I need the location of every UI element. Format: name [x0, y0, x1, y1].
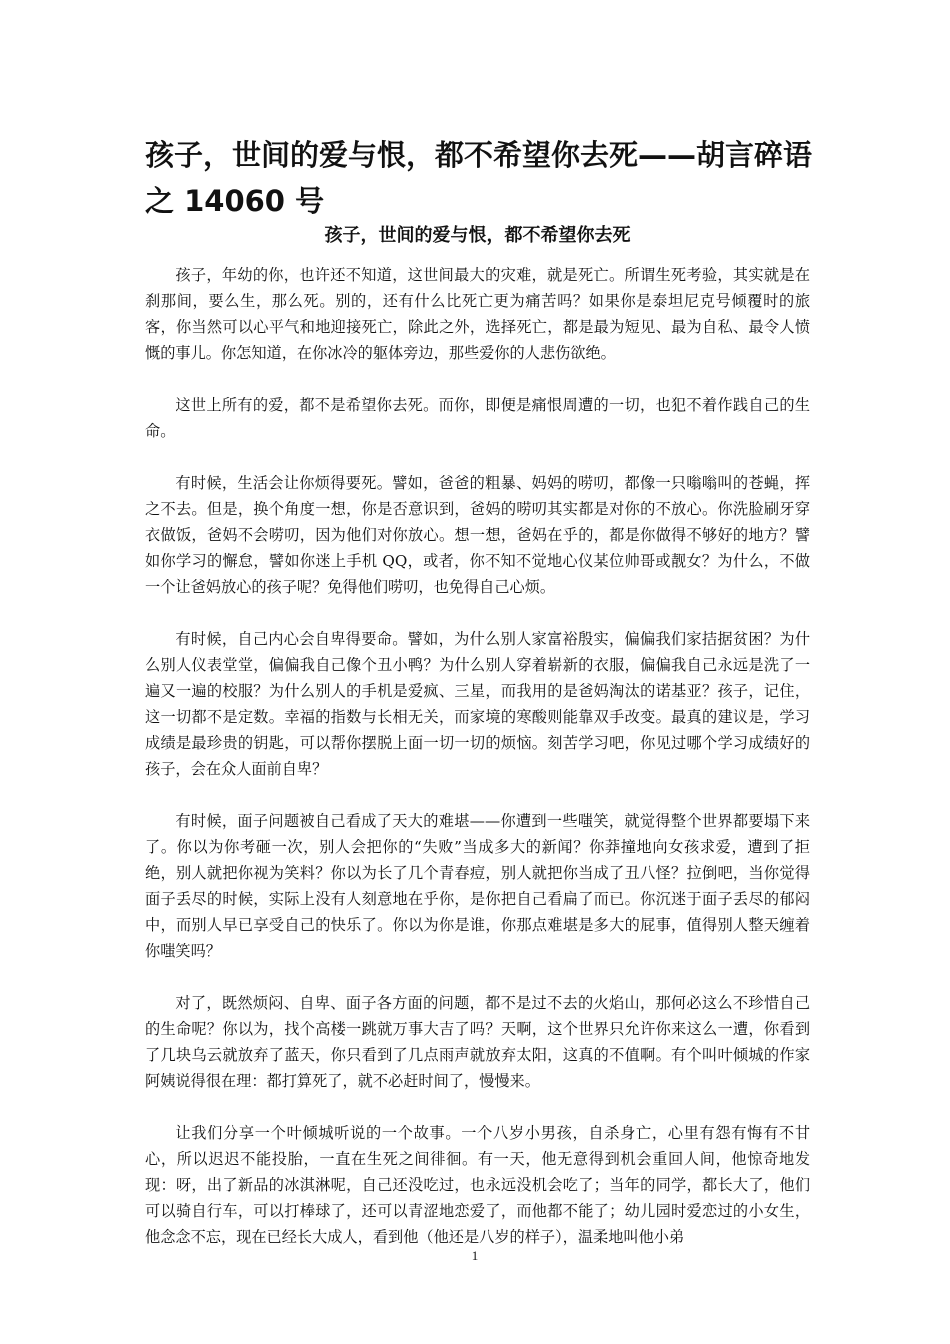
paragraph: 对了，既然烦闷、自卑、面子各方面的问题，都不是过不去的火焰山，那何必这么不珍惜自己的生命呢？你以为，找个高楼一跳就万事大吉了吗？天啊，这个世界只允许你来这么一遭，你看到了几块乌云就放弃了蓝天，你只看到了几点雨声就放弃太阳，这真的不值啊。有个叫叶倾城的作家阿姨说得很在理：都打算死了，就不必赶时间了，慢慢来。 [145, 994, 810, 1090]
paragraph: 让我们分享一个叶倾城听说的一个故事。一个八岁小男孩，自杀身亡，心里有怨有悔有不甘心，所以迟迟不能投胎，一直在生死之间徘徊。有一天，他无意得到机会重回人间，他惊奇地发现：呀，出了新品的冰淇淋呢，自己还没吃过，也永远没机会吃了；当年的同学，都长大了，他们可以骑自行车，可以打棒球了，还可以青涩地恋爱了，而他都不能了；幼儿园时爱恋过的小女生，他念念不忘，现在已经长大成人，看到他（他还是八岁的样子），温柔地叫他小弟 [145, 1124, 810, 1246]
paragraph: 孩子，年幼的你，也许还不知道，这世间最大的灾难，就是死亡。所谓生死考验，其实就是在刹那间，要么生，那么死。别的，还有什么比死亡更为痛苦吗？如果你是泰坦尼克号倾覆时的旅客，你当然可以心平气和地迎接死亡，除此之外，选择死亡，都是最为短见、最为自私、最令人愤慨的事儿。你怎知道，在你冰冷的躯体旁边，那些爱你的人悲伤欲绝。 [145, 266, 810, 362]
document-body [145, 262, 810, 1276]
paragraph: 有时候，面子问题被自己看成了天大的难堪——你遭到一些嗤笑，就觉得整个世界都要塌下来了。你以为你考砸一次，别人会把你的“失败”当成多大的新闻？你莽撞地向女孩求爱，遭到了拒绝，别人就把你视为笑料？你以为长了几个青春痘，别人就把你当成了丑八怪？拉倒吧，当你觉得面子丢尽的时候，实际上没有人刻意地在乎你，是你把自己看扁了而已。你沉迷于面子丢尽的郁闷中，而别人早已享受自己的快乐了。你以为你是谁，你那点难堪是多大的屁事，值得别人整天缠着你嗤笑吗？ [145, 812, 810, 960]
document-title: 孩子，世间的爱与恨，都不希望你去死——胡言碎语之 14060 号 [145, 138, 813, 218]
document-subtitle: 孩子，世间的爱与恨，都不希望你去死 [324, 225, 631, 246]
paragraph: 有时候，生活会让你烦得要死。譬如，爸爸的粗暴、妈妈的唠叨，都像一只嗡嗡叫的苍蝇，挥之不去。但是，换个角度一想，你是否意识到，爸妈的唠叨其实都是对你的不放心。你洗脸刷牙穿衣做饭，爸妈不会唠叨，因为他们对你放心。想一想，爸妈在乎的，都是你做得不够好的地方？譬如你学习的懈怠，譬如你迷上手机 QQ，或者，你不知不觉地心仪某位帅哥或靓女？为什么，不做一个让爸妈放心的孩子呢？免得他们唠叨，也免得自己心烦。 [145, 474, 810, 596]
paragraph: 这世上所有的爱，都不是希望你去死。而你，即便是痛恨周遭的一切，也犯不着作践自己的生命。 [145, 396, 810, 440]
page-number: 1 [471, 1248, 479, 1263]
paragraph: 有时候，自己内心会自卑得要命。譬如，为什么别人家富裕殷实，偏偏我们家拮据贫困？为什么别人仪表堂堂，偏偏我自己像个丑小鸭？为什么别人穿着崭新的衣服，偏偏我自己永远是洗了一遍又一遍的校服？为什么别人的手机是爱疯、三星，而我用的是爸妈淘汰的诺基亚？孩子，记住，这一切都不是定数。幸福的指数与长相无关，而家境的寒酸则能靠双手改变。最真的建议是，学习成绩是最珍贵的钥匙，可以帮你摆脱上面一切一切的烦恼。刻苦学习吧，你见过哪个学习成绩好的孩子，会在众人面前自卑？ [145, 630, 810, 778]
